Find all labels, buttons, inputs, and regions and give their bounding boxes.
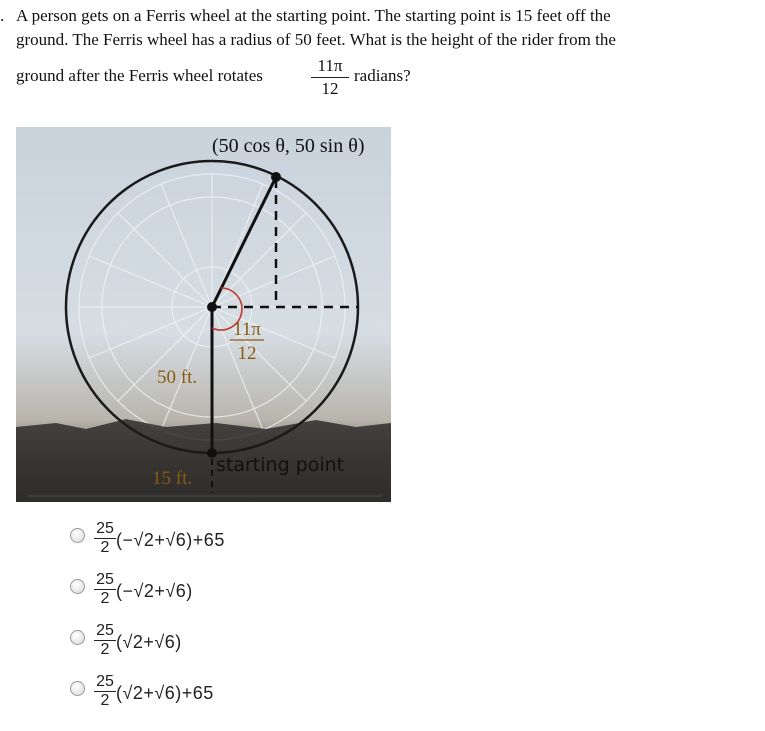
question-line-3-end: radians?	[354, 66, 411, 85]
choice-3-denominator: 2	[100, 641, 110, 658]
choice-2-denominator: 2	[100, 590, 110, 607]
point-coordinates-label: (50 cos θ, 50 sin θ)	[212, 135, 365, 157]
choice-4-numerator: 25	[96, 673, 114, 690]
question-number: .	[0, 6, 5, 25]
ferris-wheel-diagram	[16, 127, 391, 502]
fraction-bar	[311, 77, 349, 78]
angle-label-numerator: 11π	[233, 319, 261, 340]
choice-1-fraction	[94, 520, 116, 556]
center-point	[207, 302, 217, 312]
choice-4-fraction	[94, 673, 116, 709]
choice-2-numerator: 25	[96, 571, 114, 588]
question-line-3	[16, 66, 263, 86]
choice-4-rest: (√2+√6)+65	[116, 683, 214, 703]
radius-label: 50 ft.	[157, 367, 198, 388]
rider-point	[271, 172, 281, 182]
choice-3-fraction	[94, 622, 116, 658]
rotation-fraction-numerator: 11π	[317, 56, 343, 75]
height-label: 15 ft.	[152, 468, 193, 489]
choice-1-denominator: 2	[100, 539, 110, 556]
choice-1-radio[interactable]	[70, 528, 85, 543]
rotation-fraction	[311, 56, 349, 99]
choice-3-numerator: 25	[96, 622, 114, 639]
rotation-fraction-denominator: 12	[321, 79, 339, 98]
question-line-2: ground. The Ferris wheel has a radius of 50 feet. What is the height of the rider from the	[16, 30, 616, 49]
starting-point-label: starting point	[216, 454, 345, 476]
question-line-3-text: ground after the Ferris wheel rotates	[16, 66, 263, 85]
question-line-1: A person gets on a Ferris wheel at the starting point. The starting point is 15 feet off the	[16, 6, 611, 25]
choice-2-fraction	[94, 571, 116, 607]
choice-2-rest: (−√2+√6)	[116, 581, 193, 601]
choice-2-radio[interactable]	[70, 579, 85, 594]
choice-3-radio[interactable]	[70, 630, 85, 645]
choice-3-rest: (√2+√6)	[116, 632, 182, 652]
choice-4-radio[interactable]	[70, 681, 85, 696]
choice-1-rest: (−√2+√6)+65	[116, 530, 225, 550]
ferris-wheel-figure	[16, 127, 391, 502]
angle-label-denominator: 12	[237, 343, 257, 364]
choice-4-denominator: 2	[100, 692, 110, 709]
choice-1-numerator: 25	[96, 520, 114, 537]
